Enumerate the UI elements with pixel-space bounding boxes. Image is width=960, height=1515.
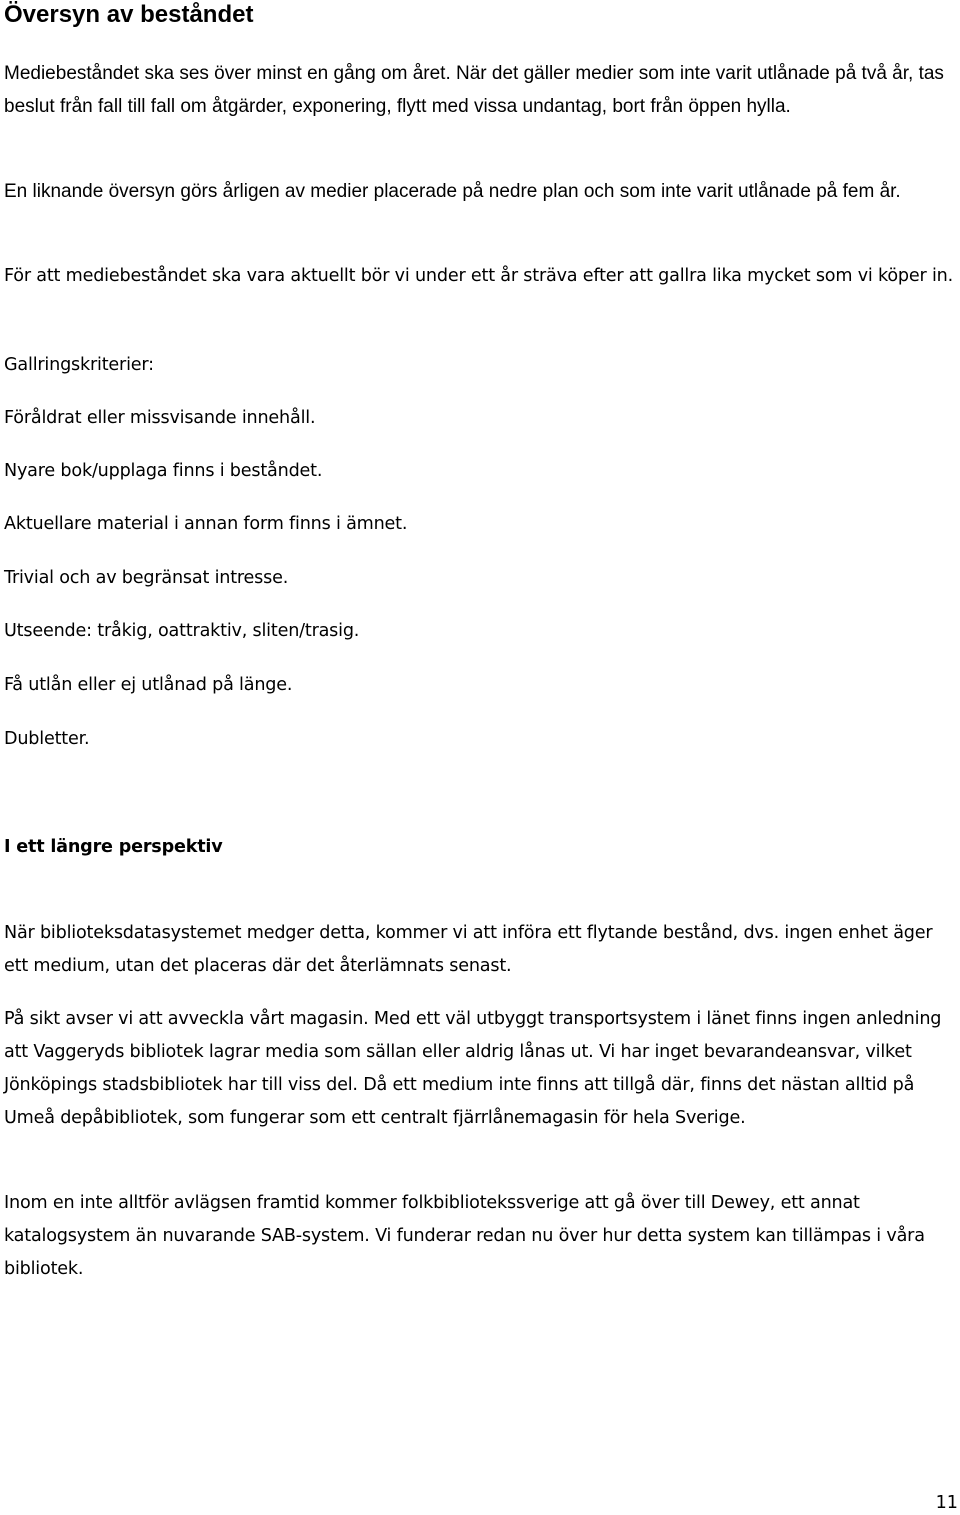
criteria-item: Trivial och av begränsat intresse. bbox=[4, 568, 289, 588]
page-title: Översyn av beståndet bbox=[4, 1, 254, 28]
paragraph-storage-phaseout: På sikt avser vi att avveckla vårt magasin. Med ett väl utbyggt transportsystem i länet finns ingen anledning att Vaggeryds bibliotek lagrar media som sällan eller aldrig lånas ut. Vi har inget bevarandeansvar, vilket Jönköpings stadsbibliotek har till viss del. Då ett medium inte finns att tillgå där, finns det nästan alltid på Umeå depåbibliotek, som fungerar som ett centralt fjärrlånemagasin för hela Sverige. bbox=[4, 1009, 942, 1128]
paragraph-weeding-balance: För att mediebeståndet ska vara aktuellt bör vi under ett år sträva efter att gallra lika mycket som vi köper in. bbox=[4, 266, 953, 286]
page-number: 11 bbox=[935, 1493, 958, 1513]
criteria-item: Föråldrat eller missvisande innehåll. bbox=[4, 408, 316, 428]
criteria-heading: Gallringskriterier: bbox=[4, 355, 154, 375]
section-heading: I ett längre perspektiv bbox=[4, 837, 223, 857]
criteria-item: Få utlån eller ej utlånad på länge. bbox=[4, 675, 293, 695]
criteria-item: Aktuellare material i annan form finns i ämnet. bbox=[4, 514, 408, 534]
paragraph-lower-floor-review: En liknande översyn görs årligen av medier placerade på nedre plan och som inte varit utlånade på fem år. bbox=[4, 181, 901, 202]
criteria-item: Dubletter. bbox=[4, 729, 90, 749]
criteria-item: Utseende: tråkig, oattraktiv, sliten/trasig. bbox=[4, 621, 360, 641]
criteria-item: Nyare bok/upplaga finns i beståndet. bbox=[4, 461, 323, 481]
paragraph-review-frequency: Mediebeståndet ska ses över minst en gång om året. När det gäller medier som inte varit utlånade på två år, tas beslut från fall till fall om åtgärder, exponering, flytt med vissa undantag, bort från öppen hylla. bbox=[4, 63, 944, 117]
paragraph-floating-collection: När biblioteksdatasystemet medger detta, kommer vi att införa ett flytande bestånd, dvs. ingen enhet äger ett medium, utan det placeras där det återlämnats senast. bbox=[4, 923, 933, 976]
paragraph-dewey-transition: Inom en inte alltför avlägsen framtid kommer folkbibliotekssverige att gå över till Dewey, ett annat katalogsystem än nuvarande SAB-system. Vi funderar redan nu över hur detta system kan tillämpas i våra bibliotek. bbox=[4, 1193, 925, 1279]
